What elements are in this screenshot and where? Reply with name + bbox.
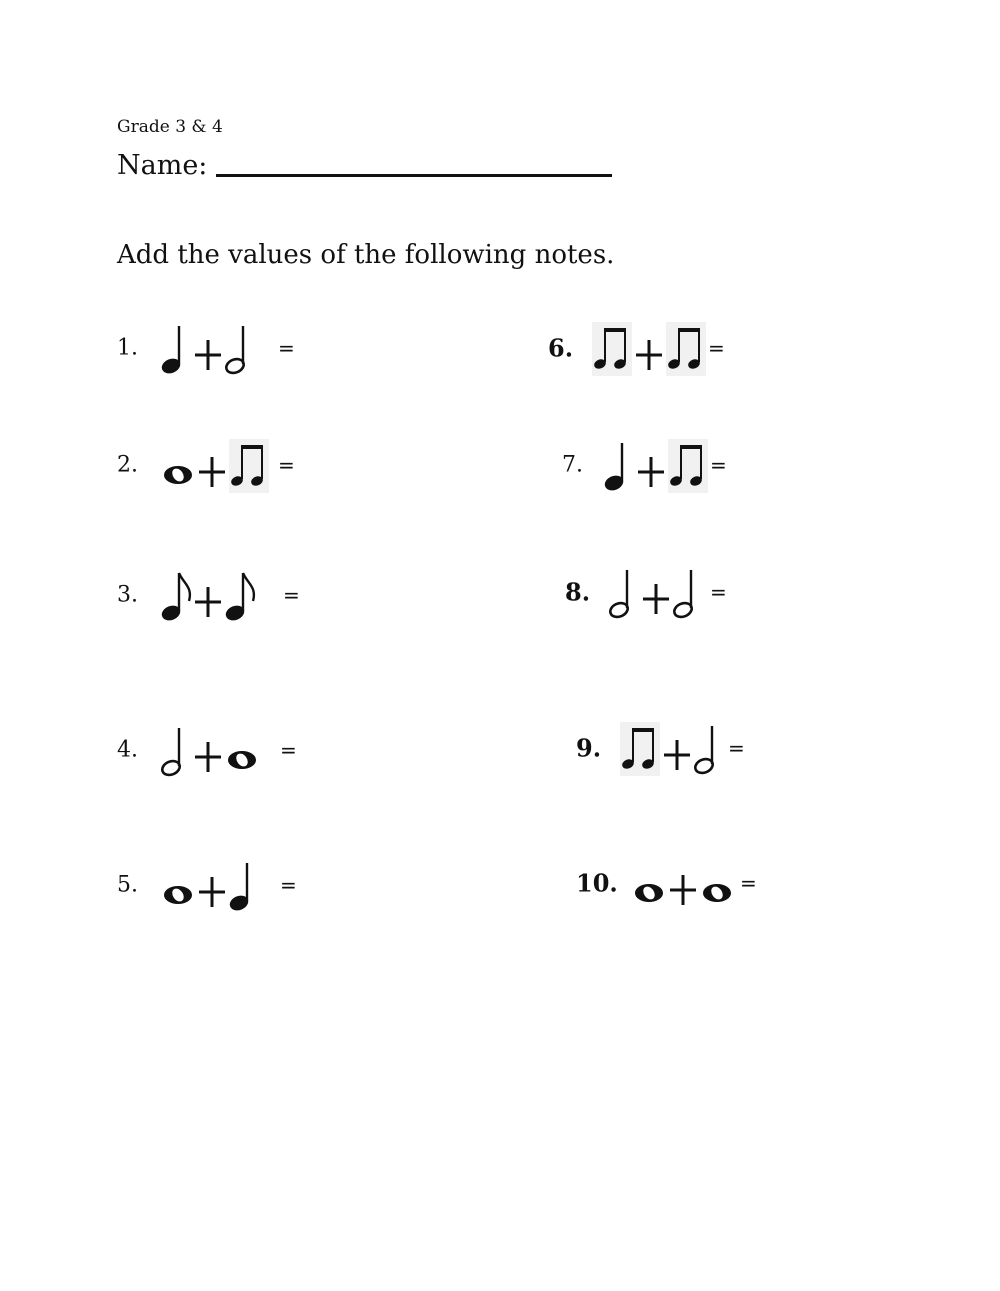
beamed-eighth-notes-icon	[620, 722, 660, 776]
problem-number: 10.	[576, 868, 618, 898]
plus-icon	[638, 457, 664, 487]
problem-number: 7.	[562, 452, 583, 478]
instructions: Add the values of the following notes.	[117, 240, 615, 270]
quarter-note-icon	[228, 863, 250, 912]
plus-icon	[643, 584, 669, 614]
half-note-icon	[609, 570, 630, 619]
quarter-note-icon	[604, 443, 625, 492]
problem-number: 9.	[576, 733, 602, 763]
plus-icon	[195, 587, 221, 617]
plus-icon	[664, 740, 690, 770]
whole-note-icon	[228, 751, 256, 769]
problem-number: 8.	[565, 577, 591, 607]
plus-icon	[636, 340, 662, 370]
equals-sign: =	[280, 873, 297, 897]
problem-10	[576, 853, 820, 913]
half-note-icon	[224, 326, 246, 375]
problem-6	[548, 318, 788, 378]
equals-sign: =	[278, 453, 295, 477]
equals-sign: =	[283, 583, 300, 607]
equals-sign: =	[728, 736, 745, 760]
beamed-eighth-notes-icon	[666, 322, 706, 376]
note-expression	[632, 853, 752, 913]
problem-1	[117, 318, 475, 378]
equals-sign: =	[740, 871, 757, 895]
plus-icon	[670, 875, 696, 905]
plus-icon	[195, 742, 221, 772]
quarter-note-icon	[161, 326, 182, 375]
plus-icon	[199, 457, 225, 487]
equals-sign: =	[280, 738, 297, 762]
eighth-note-icon	[161, 573, 190, 622]
grade-label: Grade 3 & 4	[117, 117, 223, 137]
equals-sign: =	[710, 453, 727, 477]
problem-4	[117, 720, 477, 780]
beamed-eighth-notes-icon	[229, 439, 269, 493]
note-expression	[604, 435, 724, 495]
half-note-icon	[161, 728, 182, 777]
problem-8	[565, 562, 790, 622]
eighth-note-icon	[224, 573, 254, 622]
note-expression	[161, 855, 281, 915]
problem-7	[562, 435, 790, 495]
whole-note-icon	[164, 886, 192, 904]
name-label: Name:	[117, 150, 208, 181]
problem-number: 4.	[117, 737, 138, 763]
half-note-icon	[672, 570, 694, 619]
problem-number: 5.	[117, 872, 138, 898]
plus-icon	[195, 340, 221, 370]
problem-number: 2.	[117, 452, 138, 478]
equals-sign: =	[278, 336, 295, 360]
problem-5	[117, 855, 477, 915]
problem-9	[576, 718, 808, 778]
name-row	[117, 150, 612, 181]
note-expression	[592, 318, 712, 378]
beamed-eighth-notes-icon	[592, 322, 632, 376]
note-expression	[161, 720, 281, 780]
equals-sign: =	[708, 336, 725, 360]
beamed-eighth-notes-icon	[668, 439, 708, 493]
problem-number: 1.	[117, 335, 138, 361]
note-expression	[161, 565, 281, 625]
problem-2	[117, 435, 475, 495]
note-expression	[161, 435, 281, 495]
half-note-icon	[693, 726, 715, 775]
plus-icon	[199, 877, 225, 907]
note-expression	[620, 718, 740, 778]
note-expression	[161, 318, 281, 378]
problem-number: 3.	[117, 582, 138, 608]
problem-number: 6.	[548, 333, 574, 363]
whole-note-icon	[164, 466, 192, 484]
problem-3	[117, 565, 480, 625]
whole-note-icon	[703, 884, 731, 902]
whole-note-icon	[635, 884, 663, 902]
name-input-line[interactable]	[216, 174, 612, 177]
equals-sign: =	[710, 580, 727, 604]
